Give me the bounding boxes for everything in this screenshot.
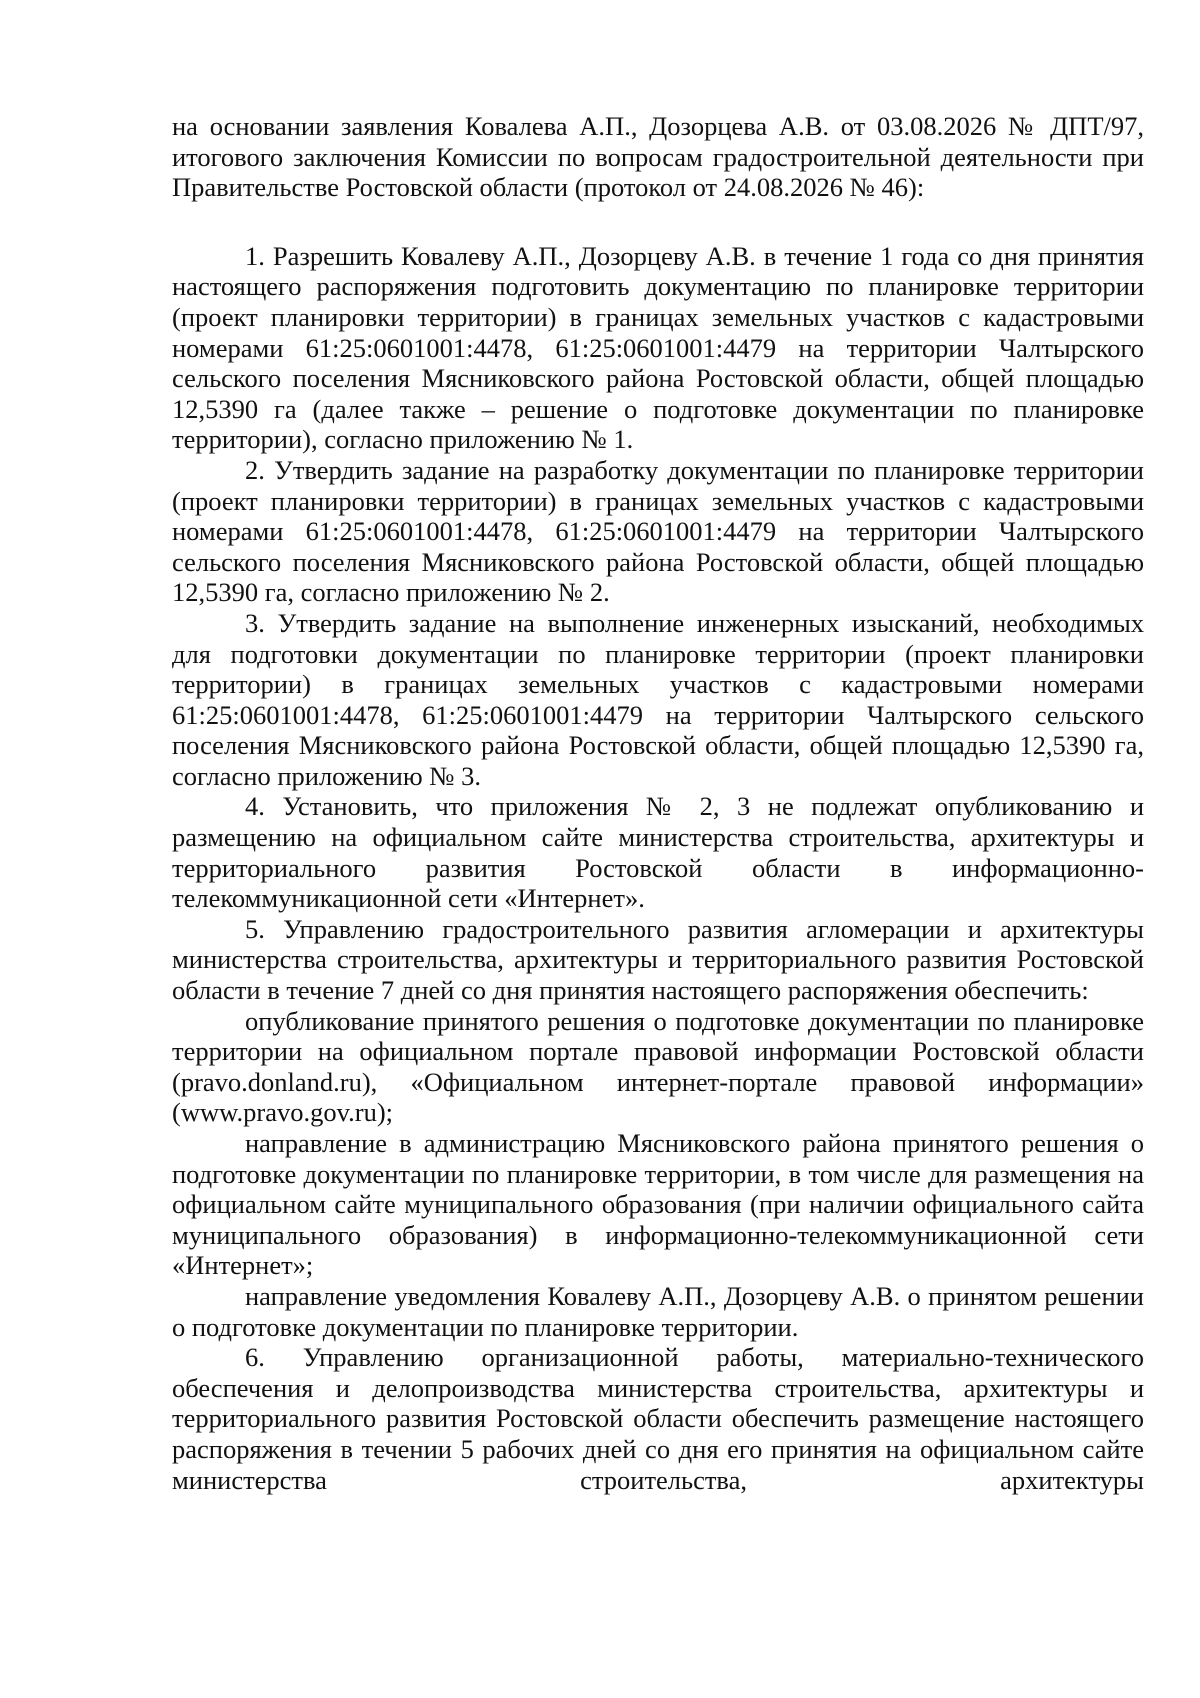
preamble-paragraph: на основании заявления Ковалева А.П., Дозорцева А.В. от 03.08.2026 № ДПТ/97, итогового заключения Комиссии по вопросам градостроительной деятельности при Правительстве Ростовской области (протокол от 24.08.2026 № 46): bbox=[172, 111, 1144, 203]
clause-5-item-notification: направление уведомления Ковалеву А.П., Дозорцеву А.В. о принятом решении о подготовке документации по планировке территории. bbox=[172, 1280, 1144, 1342]
clause-1-paragraph: 1. Разрешить Ковалеву А.П., Дозорцеву А.В. в течение 1 года со дня принятия настоящего распоряжения подготовить документацию по планировке территории (проект планировки территории) в границах земельных участков с кадастровыми номерами 61:25:0601001:4478, 61:25:0601001:4479 на территории Чалтырского сельского поселения Мясниковского района Ростовской области, общей площадью 12,5390 га (далее также – решение о подготовке документации по планировке территории), согласно приложению № 1. bbox=[172, 240, 1144, 455]
clause-5-item-publication: опубликование принятого решения о подготовке документации по планировке территории на официальном портале правовой информации Ростовской области (pravo.donland.ru), «Официальном интернет-портале правовой информации» (www.pravo.gov.ru); bbox=[172, 1005, 1144, 1128]
paragraph-gap bbox=[172, 203, 1144, 241]
clause-2-paragraph: 2. Утвердить задание на разработку документации по планировке территории (проект планировки территории) в границах земельных участков с кадастровыми номерами 61:25:0601001:4478, 61:25:0601001:4479 на территории Чалтырского сельского поселения Мясниковского района Ростовской области, общей площадью 12,5390 га, согласно приложению № 2. bbox=[172, 454, 1144, 608]
document-body bbox=[172, 111, 1144, 1495]
clause-3-paragraph: 3. Утвердить задание на выполнение инженерных изысканий, необходимых для подготовки документации по планировке территории (проект планировки территории) в границах земельных участков с кадастровыми номерами 61:25:0601001:4478, 61:25:0601001:4479 на территории Чалтырского сельского поселения Мясниковского района Ростовской области, общей площадью 12,5390 га, согласно приложению № 3. bbox=[172, 607, 1144, 791]
clause-4-paragraph: 4. Установить, что приложения № 2, 3 не подлежат опубликованию и размещению на официальном сайте министерства строительства, архитектуры и территориального развития Ростовской области в информационно-телекоммуникационной сети «Интернет». bbox=[172, 791, 1144, 914]
clause-6-paragraph: 6. Управлению организационной работы, материально-технического обеспечения и делопроизводства министерства строительства, архитектуры и территориального развития Ростовской области обеспечить размещение настоящего распоряжения в течении 5 рабочих дней со дня его принятия на официальном сайте министерства строительства, архитектуры bbox=[172, 1342, 1144, 1495]
clause-5-item-administration: направление в администрацию Мясниковского района принятого решения о подготовке документации по планировке территории, в том числе для размещения на официальном сайте муниципального образования (при наличии официального сайта муниципального образования) в информационно-телекоммуникационной сети «Интернет»; bbox=[172, 1128, 1144, 1281]
clause-5-paragraph: 5. Управлению градостроительного развития агломерации и архитектуры министерства строительства, архитектуры и территориального развития Ростовской области в течение 7 дней со дня принятия настоящего распоряжения обеспечить: bbox=[172, 913, 1144, 1006]
